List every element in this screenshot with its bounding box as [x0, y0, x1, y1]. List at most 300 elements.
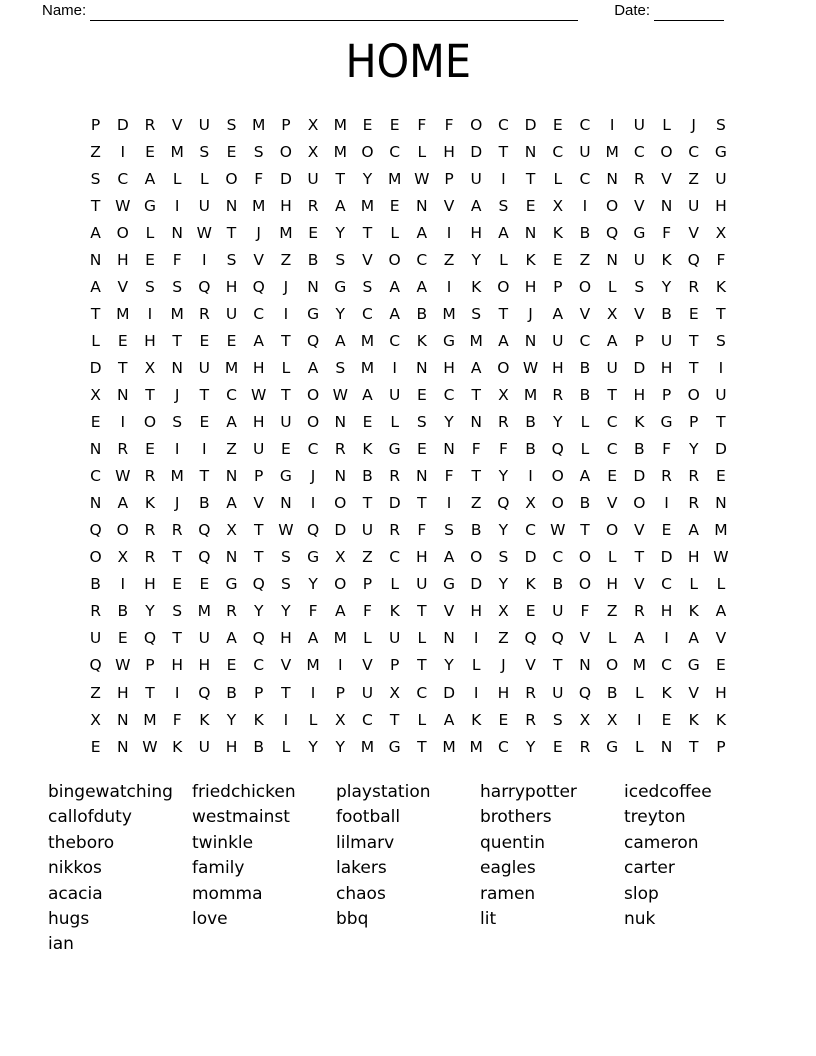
- grid-cell: V: [634, 196, 645, 215]
- grid-cell: T: [688, 737, 699, 756]
- grid-cell: G: [307, 548, 320, 567]
- grid-cell: Z: [498, 629, 509, 648]
- grid-cell: U: [198, 358, 211, 377]
- grid-cell: L: [417, 710, 427, 729]
- grid-cell: Y: [145, 602, 155, 621]
- grid-cell: U: [198, 737, 211, 756]
- grid-cell: R: [389, 521, 401, 540]
- grid-cell: S: [416, 413, 427, 432]
- grid-cell: I: [337, 656, 343, 675]
- grid-cell: V: [117, 277, 129, 296]
- grid-cell: V: [579, 629, 591, 648]
- grid-cell: A: [117, 494, 129, 513]
- grid-cell: R: [688, 494, 700, 513]
- grid-cell: T: [525, 169, 536, 188]
- grid-cell: E: [145, 440, 155, 459]
- grid-cell: J: [528, 304, 533, 323]
- grid-cell: O: [470, 548, 483, 567]
- grid-cell: N: [660, 196, 673, 215]
- grid-cell: Y: [444, 656, 454, 675]
- grid-cell: K: [688, 602, 699, 621]
- grid-cell: P: [145, 656, 155, 675]
- grid-cell: N: [171, 358, 183, 377]
- grid-cell: Y: [308, 737, 318, 756]
- grid-cell: Y: [498, 521, 509, 540]
- grid-cell: I: [446, 223, 452, 242]
- grid-cell: R: [579, 737, 591, 756]
- grid-cell: C: [579, 169, 591, 188]
- grid-cell: B: [579, 223, 591, 242]
- grid-cell: J: [174, 494, 180, 513]
- grid-cell: M: [360, 196, 375, 215]
- grid-cell: O: [470, 115, 483, 134]
- grid-cell: C: [443, 385, 455, 404]
- grid-cell: E: [389, 196, 400, 215]
- grid-cell: I: [582, 196, 588, 215]
- grid-cell: K: [715, 277, 726, 296]
- grid-cell: H: [116, 250, 129, 269]
- grid-cell: D: [116, 115, 129, 134]
- word-list-item: lakers: [336, 858, 387, 879]
- grid-cell: T: [281, 385, 291, 404]
- grid-cell: B: [579, 385, 591, 404]
- grid-cell: P: [254, 683, 264, 702]
- grid-cell: A: [144, 169, 156, 188]
- grid-cell: R: [661, 467, 672, 486]
- grid-cell: I: [392, 358, 397, 377]
- grid-cell: E: [117, 331, 128, 350]
- grid-cell: B: [579, 494, 591, 513]
- grid-cell: Y: [444, 413, 454, 432]
- grid-cell: N: [171, 223, 183, 242]
- grid-cell: F: [417, 521, 427, 540]
- grid-cell: U: [660, 331, 673, 350]
- grid-cell: L: [607, 548, 617, 567]
- grid-cell: C: [226, 385, 237, 404]
- grid-cell: N: [225, 467, 238, 486]
- grid-cell: A: [226, 413, 237, 432]
- grid-cell: N: [443, 440, 455, 459]
- grid-cell: S: [226, 250, 237, 269]
- grid-cell: V: [253, 250, 265, 269]
- grid-cell: E: [661, 521, 672, 540]
- grid-cell: U: [225, 304, 238, 323]
- grid-cell: C: [389, 142, 401, 161]
- grid-cell: U: [280, 413, 292, 432]
- grid-cell: B: [90, 575, 101, 594]
- word-list-item: eagles: [480, 858, 536, 879]
- grid-cell: M: [360, 358, 375, 377]
- grid-cell: M: [469, 737, 483, 756]
- grid-cell: C: [362, 304, 373, 323]
- grid-cell: S: [145, 277, 155, 296]
- grid-cell: O: [143, 413, 157, 432]
- grid-cell: K: [634, 413, 645, 432]
- word-list-column: [48, 780, 192, 958]
- grid-cell: G: [334, 277, 347, 296]
- grid-cell: F: [444, 115, 454, 134]
- grid-cell: C: [307, 440, 319, 459]
- grid-cell: Q: [606, 223, 619, 242]
- grid-cell: X: [117, 548, 129, 567]
- grid-cell: I: [446, 494, 452, 513]
- grid-cell: K: [661, 250, 672, 269]
- grid-cell: D: [660, 548, 673, 567]
- grid-cell: Z: [470, 494, 482, 513]
- grid-cell: Y: [498, 575, 509, 594]
- grid-cell: S: [280, 548, 291, 567]
- grid-cell: N: [280, 494, 292, 513]
- grid-cell: Q: [551, 629, 564, 648]
- grid-cell: D: [633, 467, 646, 486]
- name-blank-line: [90, 0, 578, 21]
- grid-cell: J: [174, 385, 180, 404]
- grid-cell: M: [333, 142, 347, 161]
- grid-cell: S: [362, 277, 373, 296]
- grid-cell: N: [116, 737, 129, 756]
- grid-cell: P: [444, 169, 454, 188]
- grid-cell: I: [473, 683, 479, 702]
- grid-cell: E: [498, 710, 509, 729]
- grid-cell: X: [90, 385, 101, 404]
- grid-cell: N: [116, 385, 129, 404]
- grid-cell: Q: [198, 277, 211, 296]
- grid-cell: L: [689, 575, 699, 594]
- grid-cell: M: [360, 331, 375, 350]
- grid-cell: A: [416, 277, 428, 296]
- grid-cell: L: [363, 629, 372, 648]
- grid-cell: L: [200, 169, 209, 188]
- grid-cell: V: [579, 304, 591, 323]
- grid-cell: L: [635, 683, 644, 702]
- grid-cell: D: [279, 169, 292, 188]
- grid-cell: D: [714, 440, 727, 459]
- grid-cell: S: [715, 115, 726, 134]
- grid-cell: G: [307, 304, 320, 323]
- grid-cell: V: [362, 250, 373, 269]
- grid-cell: H: [116, 683, 129, 702]
- grid-cell: N: [524, 142, 537, 161]
- grid-cell: Z: [280, 250, 292, 269]
- grid-cell: A: [253, 331, 265, 350]
- grid-cell: Y: [471, 250, 481, 269]
- grid-cell: V: [525, 656, 536, 675]
- grid-cell: U: [552, 683, 564, 702]
- grid-cell: O: [89, 548, 102, 567]
- grid-cell: H: [280, 196, 292, 215]
- grid-cell: I: [202, 250, 207, 269]
- grid-cell: K: [661, 683, 672, 702]
- grid-cell: V: [688, 683, 700, 702]
- grid-cell: N: [89, 440, 102, 459]
- grid-cell: Y: [688, 440, 699, 459]
- word-list-item: friedchicken: [192, 782, 296, 802]
- word-list-column: [192, 780, 336, 958]
- grid-cell: L: [417, 142, 427, 161]
- grid-cell: A: [443, 710, 455, 729]
- grid-cell: W: [713, 548, 729, 567]
- grid-cell: L: [390, 223, 399, 242]
- grid-cell: D: [334, 521, 347, 540]
- grid-cell: E: [389, 115, 400, 134]
- grid-cell: B: [634, 440, 645, 459]
- grid-cell: I: [718, 358, 724, 377]
- grid-cell: N: [660, 737, 673, 756]
- grid-cell: X: [334, 548, 346, 567]
- grid-cell: L: [417, 629, 427, 648]
- grid-cell: N: [334, 413, 347, 432]
- word-list-item: brothers: [480, 807, 552, 828]
- grid-cell: T: [607, 385, 617, 404]
- word-list-item: cameron: [624, 832, 699, 853]
- grid-cell: O: [116, 521, 129, 540]
- grid-cell: Y: [253, 602, 264, 621]
- grid-cell: E: [199, 413, 210, 432]
- grid-cell: W: [278, 521, 294, 540]
- grid-cell: P: [254, 467, 264, 486]
- grid-cell: X: [498, 602, 509, 621]
- grid-cell: X: [715, 223, 727, 242]
- grid-cell: H: [416, 548, 428, 567]
- grid-cell: E: [525, 602, 536, 621]
- grid-cell: M: [306, 656, 320, 675]
- grid-cell: O: [551, 467, 564, 486]
- word-list-item: westmainst: [192, 807, 290, 828]
- grid-cell: H: [715, 196, 727, 215]
- grid-cell: T: [253, 548, 264, 567]
- grid-cell: U: [579, 142, 591, 161]
- grid-cell: T: [471, 467, 481, 486]
- grid-cell: Q: [252, 277, 265, 296]
- date-label: Date:: [614, 2, 651, 19]
- word-list-item: lilmarv: [336, 832, 395, 853]
- grid-cell: W: [414, 169, 430, 188]
- grid-cell: M: [714, 521, 728, 540]
- grid-cell: O: [606, 521, 619, 540]
- grid-cell: O: [578, 548, 592, 567]
- grid-cell: L: [281, 737, 291, 756]
- grid-cell: C: [579, 115, 591, 134]
- grid-cell: H: [633, 385, 646, 404]
- grid-cell: I: [283, 304, 289, 323]
- grid-cell: H: [198, 656, 211, 675]
- grid-cell: C: [253, 304, 265, 323]
- grid-cell: U: [388, 629, 401, 648]
- grid-cell: R: [688, 277, 700, 296]
- word-list-item: lit: [480, 909, 497, 930]
- grid-cell: T: [335, 169, 346, 188]
- grid-cell: V: [443, 602, 455, 621]
- grid-cell: R: [144, 548, 156, 567]
- grid-cell: P: [634, 331, 645, 350]
- grid-cell: I: [473, 629, 479, 648]
- grid-cell: Y: [553, 413, 563, 432]
- grid-cell: Y: [308, 575, 318, 594]
- word-list-item: treyton: [624, 807, 686, 828]
- grid-cell: E: [607, 467, 618, 486]
- grid-cell: V: [715, 629, 727, 648]
- grid-cell: J: [691, 115, 696, 134]
- grid-cell: I: [664, 494, 669, 513]
- grid-cell: R: [498, 413, 509, 432]
- grid-cell: B: [525, 440, 536, 459]
- grid-cell: M: [333, 115, 347, 134]
- grid-cell: E: [145, 250, 155, 269]
- grid-cell: P: [689, 413, 699, 432]
- grid-cell: L: [308, 710, 318, 729]
- word-list-item: love: [192, 909, 228, 930]
- grid-cell: L: [635, 737, 644, 756]
- grid-cell: Y: [525, 737, 536, 756]
- grid-cell: E: [199, 575, 210, 594]
- grid-cell: O: [497, 358, 510, 377]
- grid-cell: T: [118, 358, 128, 377]
- grid-cell: H: [443, 142, 455, 161]
- grid-cell: U: [416, 575, 428, 594]
- grid-cell: G: [443, 575, 456, 594]
- word-list: [48, 780, 768, 958]
- grid-cell: R: [688, 467, 700, 486]
- grid-cell: A: [606, 331, 618, 350]
- grid-cell: R: [525, 710, 536, 729]
- grid-cell: C: [633, 142, 645, 161]
- grid-cell: N: [606, 250, 618, 269]
- grid-cell: A: [498, 331, 509, 350]
- grid-cell: N: [524, 223, 537, 242]
- grid-cell: A: [443, 548, 455, 567]
- grid-cell: X: [334, 710, 346, 729]
- grid-cell: Q: [497, 494, 510, 513]
- grid-cell: T: [688, 358, 699, 377]
- grid-cell: A: [334, 196, 346, 215]
- grid-cell: A: [389, 304, 400, 323]
- grid-cell: J: [501, 656, 506, 675]
- grid-cell: M: [170, 142, 184, 161]
- word-list-item: harrypotter: [480, 782, 577, 802]
- grid-cell: P: [335, 683, 345, 702]
- grid-cell: B: [226, 683, 237, 702]
- grid-cell: E: [552, 115, 563, 134]
- grid-cell: D: [443, 683, 455, 702]
- grid-cell: L: [390, 413, 399, 432]
- word-list-item: quentin: [480, 832, 545, 853]
- grid-cell: K: [416, 331, 427, 350]
- grid-cell: T: [172, 548, 182, 567]
- grid-cell: K: [144, 494, 156, 513]
- grid-cell: R: [144, 521, 156, 540]
- grid-cell: T: [553, 656, 563, 675]
- grid-cell: U: [253, 440, 265, 459]
- word-list-item: theboro: [48, 832, 115, 853]
- grid-cell: N: [579, 656, 591, 675]
- grid-cell: Q: [578, 683, 592, 702]
- word-search-grid: [82, 111, 735, 760]
- grid-cell: R: [117, 440, 129, 459]
- grid-cell: L: [662, 115, 671, 134]
- word-list-item: football: [336, 807, 401, 828]
- grid-cell: K: [199, 710, 210, 729]
- grid-cell: U: [198, 196, 211, 215]
- grid-cell: E: [226, 331, 237, 350]
- grid-cell: H: [470, 223, 483, 242]
- grid-cell: T: [145, 385, 155, 404]
- grid-cell: U: [715, 169, 727, 188]
- grid-cell: A: [688, 521, 700, 540]
- grid-cell: A: [552, 304, 564, 323]
- grid-cell: R: [144, 115, 156, 134]
- grid-cell: P: [553, 277, 563, 296]
- grid-cell: L: [607, 629, 617, 648]
- grid-cell: Z: [443, 250, 455, 269]
- grid-cell: V: [362, 656, 373, 675]
- grid-cell: T: [281, 331, 291, 350]
- grid-cell: N: [334, 467, 347, 486]
- grid-cell: O: [606, 656, 619, 675]
- grid-cell: D: [633, 358, 646, 377]
- grid-cell: R: [90, 602, 101, 621]
- grid-cell: K: [471, 710, 482, 729]
- grid-cell: A: [470, 358, 482, 377]
- grid-cell: Y: [281, 602, 291, 621]
- grid-cell: Y: [335, 737, 346, 756]
- grid-cell: V: [606, 494, 618, 513]
- grid-cell: C: [606, 440, 618, 459]
- grid-cell: I: [174, 196, 180, 215]
- grid-cell: P: [281, 115, 291, 134]
- grid-cell: A: [416, 223, 428, 242]
- grid-cell: F: [363, 602, 372, 621]
- grid-cell: T: [226, 223, 237, 242]
- grid-cell: A: [715, 602, 727, 621]
- grid-cell: A: [90, 223, 101, 242]
- grid-cell: T: [90, 196, 101, 215]
- grid-cell: S: [715, 331, 726, 350]
- grid-cell: R: [198, 304, 210, 323]
- grid-cell: A: [389, 277, 400, 296]
- grid-cell: Q: [252, 575, 265, 594]
- grid-cell: H: [225, 737, 238, 756]
- grid-cell: D: [470, 575, 483, 594]
- grid-cell: M: [170, 304, 184, 323]
- grid-cell: K: [253, 710, 264, 729]
- grid-cell: M: [116, 304, 130, 323]
- grid-cell: E: [416, 440, 427, 459]
- grid-cell: N: [89, 250, 102, 269]
- word-list-item: nuk: [624, 909, 656, 930]
- grid-cell: Z: [606, 602, 618, 621]
- grid-cell: M: [605, 142, 619, 161]
- grid-cell: O: [551, 494, 564, 513]
- grid-cell: Q: [89, 521, 102, 540]
- grid-cell: Z: [90, 683, 101, 702]
- grid-cell: C: [661, 656, 672, 675]
- grid-cell: G: [388, 737, 401, 756]
- grid-cell: L: [145, 223, 155, 242]
- grid-cell: W: [115, 656, 131, 675]
- grid-cell: S: [226, 115, 237, 134]
- grid-cell: C: [389, 331, 401, 350]
- word-list-item: ramen: [480, 883, 536, 904]
- grid-cell: Q: [198, 548, 211, 567]
- grid-cell: H: [280, 629, 292, 648]
- grid-cell: K: [525, 575, 536, 594]
- grid-cell: N: [416, 467, 428, 486]
- grid-cell: S: [552, 710, 563, 729]
- grid-cell: I: [310, 683, 316, 702]
- grid-cell: Y: [661, 277, 672, 296]
- grid-cell: R: [552, 385, 564, 404]
- grid-cell: P: [362, 575, 373, 594]
